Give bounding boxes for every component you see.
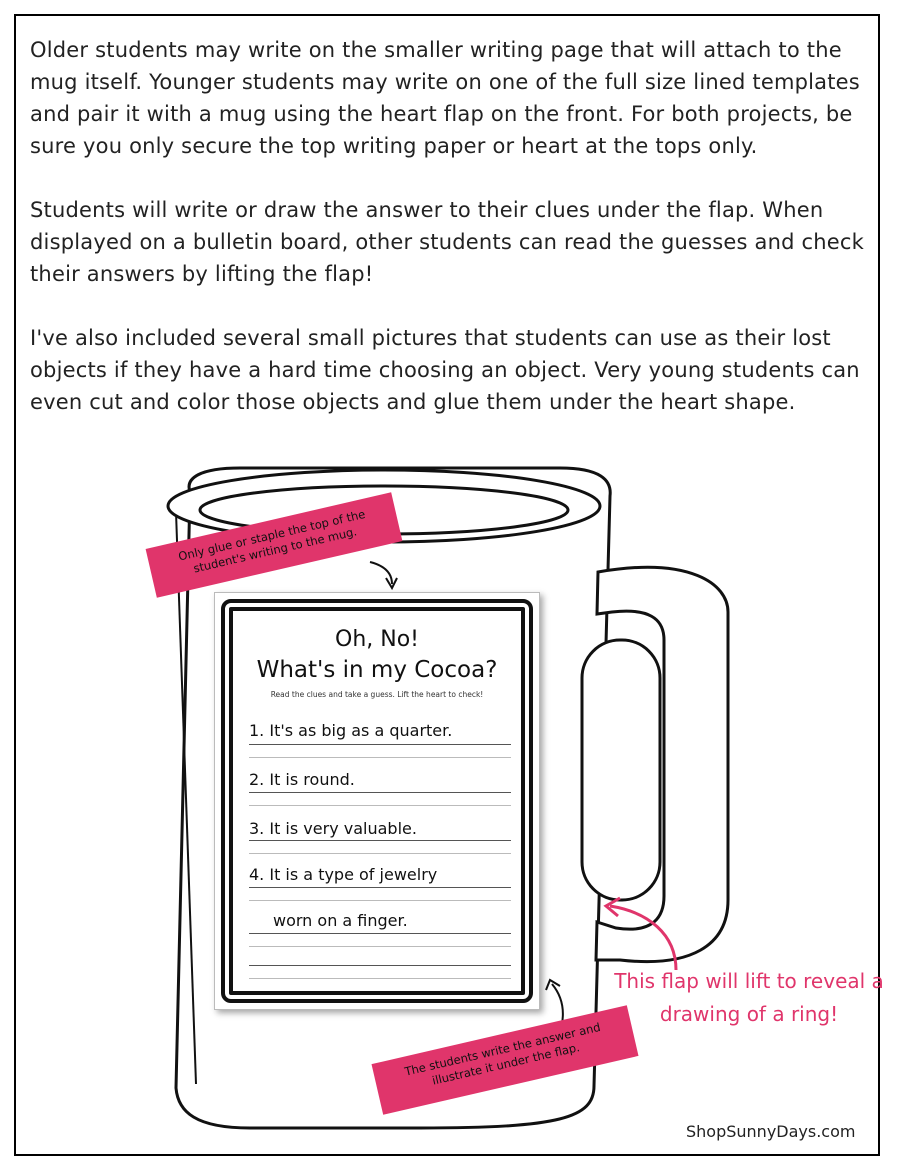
rule [249, 744, 511, 745]
intro-paragraph-1: Older students may write on the smaller writing page that will attach to the mug itself. Younger students may write on one of the full size lined templates and pair it with a mug using the heart flap on the front. For both projects, be sure you only secure the top writing paper or heart at the tops only. [30, 38, 860, 158]
clue-2: 2. It is round. [249, 770, 355, 789]
rule [249, 900, 511, 901]
rule [249, 933, 511, 934]
rule [249, 840, 511, 841]
rule [249, 805, 511, 806]
rule [249, 887, 511, 888]
intro-paragraph-2: Students will write or draw the answer to their clues under the flap. When displayed on a bulletin board, other students can read the guesses and check their answers by lifting the flap! [30, 198, 865, 286]
sheet-title-2: What's in my Cocoa? [256, 657, 498, 683]
sheet-title-1: Oh, No! [335, 627, 419, 652]
rule [249, 965, 511, 966]
clue-4: 4. It is a type of jewelry [249, 865, 438, 884]
clue-5: worn on a finger. [273, 911, 408, 930]
rule [249, 853, 511, 854]
flap-note: This flap will lift to reveal a drawing of a ring! [614, 969, 884, 1026]
writing-sheet [214, 592, 540, 1010]
rule [249, 757, 511, 758]
mug-handle-hole [582, 640, 660, 900]
rule [249, 946, 511, 947]
rule [249, 978, 511, 979]
sheet-subtitle: Read the clues and take a guess. Lift the heart to check! [270, 690, 484, 699]
label-glue-top: Only glue or staple the top of the student's writing to the mug. [146, 492, 403, 597]
clue-1: 1. It's as big as a quarter. [249, 721, 453, 740]
label-write-answer: The students write the answer and illustrate it under the flap. [372, 1005, 639, 1115]
rule [249, 792, 511, 793]
intro-paragraph-3: I've also included several small pictures that students can use as their lost objects if they have a hard time choosing an object. Very young students can even cut and color those objects and glue them under the heart shape. [30, 326, 860, 414]
clue-3: 3. It is very valuable. [249, 819, 417, 838]
site-credit: ShopSunnyDays.com [686, 1122, 856, 1141]
